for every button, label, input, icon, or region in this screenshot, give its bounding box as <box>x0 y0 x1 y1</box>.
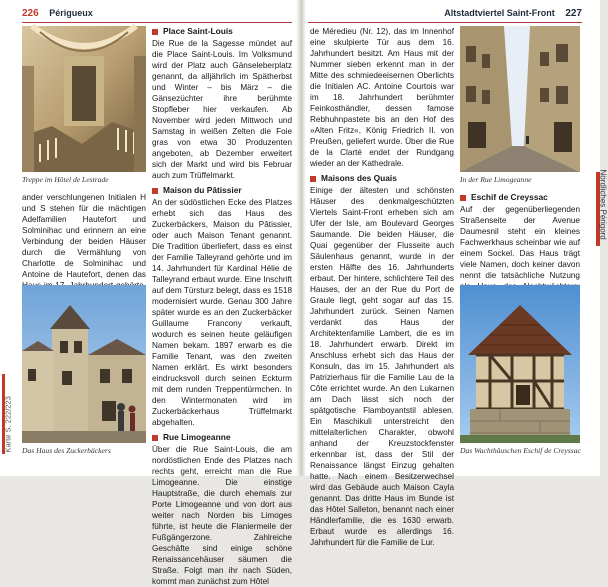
left-running-head <box>22 8 292 22</box>
section-body-maison-patissier: An der südöstlichen Ecke des Platzes erhebt sich das Haus des Zuckerbäckers, Maison du Pâtissier, oder auch Maison Tenant genannt. Die Tradition überliefert, dass es einst der Familie Talleyrand gehörte und im 14. Jahrhundert für Kardinal Hélie de Talleyrand erbaut wurde. Eine Inschrift auf dem Türsturz belegt, dass es 1518 modernisiert wurde. Genau 300 Jahre später wurde es an den Zuckerbäcker Guillaume Francony verkauft, wodurch es seinen heute geläufigen Namen bekam. 1897 erwarb es die Familie Tenant, was den zweiten Namen erklärt. Es wirkt besonders eindrucksvoll durch seinen Eckturm mit dem runden Treppentürmchen. In den Wintermonaten wird im Zuckerbäckerhaus Trüffelmarkt abgehalten. <box>152 198 292 427</box>
section-body-eschif-de-creyssac: Auf der gegenüberliegenden Straßenseite der Avenue Daumesnil steht ein kleines Fachwerkhaus scheinbar wie auf einem Sockel. Das Haus trägt viele Namen, doch keiner davon nennt die tatsächliche Nutzung <box>460 205 580 280</box>
left-right-col <box>152 26 292 587</box>
left-header-rule <box>22 22 292 23</box>
caption-eschif-de-creyssac: Das Wachthäuschen Eschif de Creyssac <box>460 446 581 455</box>
right-page <box>304 0 608 547</box>
right-section-title: Altstadtviertel Saint-Front <box>444 8 555 18</box>
bullet-square-icon <box>460 195 466 201</box>
bullet-square-icon <box>310 176 316 182</box>
photo-rue-limogeanne <box>460 26 580 172</box>
section-title-maisons-des-quais <box>310 173 454 184</box>
right-text-intro: de Méredieu (Nr. 12), das im Innenhof eine skulpierte Tür aus dem 16. Jahrhundert besitzt. Am Haus mit der Nummer sieben erkennt man in der Mitte des schmiedeeisernen Oberlichts die Initialen AC. Antoine Courtois war im 18. Jahrhundert berühmter Feinkosthändler, dessen famose Rebhuhnpastete bis an den Hof des »Alten Fritz«, König Friedrich II. von Preußen, geliefert wurde. Über die Rue de la Clarté endet der Rundgang wieder an der Kathedrale. <box>310 27 454 168</box>
section-title-text: Rue Limogeanne <box>163 432 231 442</box>
photo-eschif-de-creyssac <box>460 285 580 443</box>
caption-rue-limogeanne: In der Rue Limogeanne <box>460 175 532 184</box>
right-running-head <box>308 8 582 22</box>
section-body-rue-limogeanne: Über die Rue Saint-Louis, die am nordöstlichen Ende des Platzes nach rechts geht, erreicht man die Rue Limogeanne. Die einstige Hauptstraße, die durch ehemals zur Porte Limogeanne und von dort aus weiter nach Norden bis Limoges führte, ist heute die Flaniermeile der Fußgängerzone. Zahlreiche Geschäfte sind einige schöne Renaissancehäuser säumen die Straße. Folgt man ihr nach Süden, kommt man zunächst zum Hôtel <box>152 445 292 586</box>
bullet-square-icon <box>152 29 158 35</box>
bullet-square-icon <box>152 188 158 194</box>
left-section-title: Périgueux <box>49 8 93 18</box>
section-title-eschif-de-creyssac <box>460 192 580 203</box>
right-left-col <box>310 26 454 548</box>
photo-patissier-house <box>22 285 146 443</box>
section-title-rue-limogeanne <box>152 432 292 443</box>
section-title-maison-patissier <box>152 185 292 196</box>
region-side-text: Nördliches Périgord <box>598 169 608 240</box>
map-reference-text: Karte S. 222/223 <box>3 396 13 453</box>
section-body-maisons-des-quais: Einige der ältesten und schönsten Häuser des denkmalgeschützten Viertels Saint-Front erheben sich am Ufer der Isle, am Boulevard Georges Saumande. Die beiden Häuser, die Quai gegenüber der Flusseite auch Säulenhaus genannt, wurde in der ersten Hälfte des 16. Jahrhunderts erbaut. Der hintere, schlichtere Teil des Hauses, der an der Rue du Port de Graule liegt, geht sogar auf das 15. Jahrhundert zurück. Seinen Namen verdankt das Haus der Architektenfamilie Lambert, die es im 18. Jahrhundert erwarb. Direkt im Anschluss erhebt sich das Haus der Konsuln, das im 15. Jahrhundert als Patrizierhaus für die Familie Lau de la Côte errichtet wurde. An den Lukarnen am Dach lässt sich noch der spätgotische Flamboyantstil ablesen. Ein Maschikuli unterstreicht den mittelalterlichen Charakter, obwohl anhand der Kreuzstockfenster erkennbar ist, dass der Stil der Renaissance längst Einzug gehalten hatte. Nach einem Besitzerwechsel wird das Gebäude auch Maison Cayla genannt. Das dritte Haus im Bunde ist das Hôtel Salleton, benannt nach einer Händlerfamilie, die es 1630 erwarb. Erbaut wurde es allerdings 16. Jahrhundert für die Familie de Lur. <box>310 186 454 547</box>
right-page-number: 227 <box>565 8 582 19</box>
map-reference-tab <box>2 374 12 454</box>
photo-staircase <box>22 26 146 172</box>
section-title-text: Maisons des Quais <box>321 173 397 183</box>
section-title-text: Maison du Pâtissier <box>163 185 242 195</box>
right-header-rule <box>308 22 582 23</box>
left-text-intro: ander verschlungenen Initialen H und S stehen für die mächtigen Adelfamilien Hautefort und Solminihac und erinnern an eine Verbindung der beiden Häuser durch die Vermählung von Charlotte de Solminihac und Antoine de Hautefort, denen das <box>22 193 146 279</box>
left-page <box>0 0 298 586</box>
region-side-tab <box>586 169 608 246</box>
section-title-place-saint-louis <box>152 26 292 37</box>
section-title-text: Place Saint-Louis <box>163 26 233 36</box>
caption-staircase: Treppe im Hôtel de Lestrade <box>22 175 109 184</box>
bullet-square-icon <box>152 435 158 441</box>
section-body-place-saint-louis: Die Rue de la Sagesse mündet auf die Place Saint-Louis. Im Volksmund wird der Platz auch Gänseleberplatz genannt, da alljährlich im Spätherbst und Winter – bis März – die Gänsezüchter ihre berühmte Stopfleber hier verkaufen. Ab November wird jeden Mittwoch und Samstag in weißen Zelten die Foie gras von etwa 30 Produzenten angeboten, ab Dezember erweitert sich der Markt und wird bis Februar auch zum Trüffelmarkt. <box>152 39 292 180</box>
section-title-text: Eschif de Creyssac <box>471 192 548 202</box>
caption-patissier-house: Das Haus des Zuckerbäckers <box>22 446 111 455</box>
left-page-number: 226 <box>22 8 39 19</box>
